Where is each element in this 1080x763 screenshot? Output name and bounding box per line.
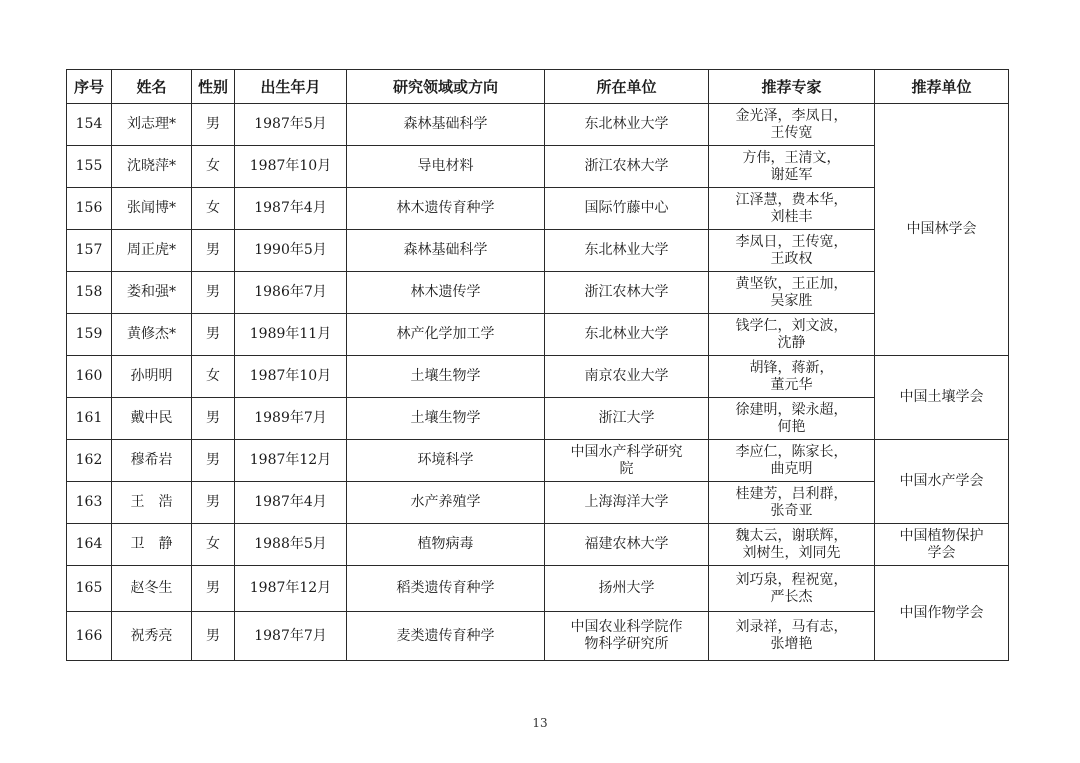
name-cell: 赵冬生 [112,566,192,612]
gender-cell: 男 [192,612,235,661]
serial-cell: 159 [67,314,112,356]
field-cell: 稻类遗传育种学 [347,566,545,612]
name-cell: 娄和强* [112,272,192,314]
experts-cell: 刘巧泉，程祝宽， 严长杰 [709,566,875,612]
recommender-cell: 中国植物保护 学会 [875,524,1009,566]
header-gender: 性别 [192,70,235,104]
experts-cell: 刘录祥，马有志， 张增艳 [709,612,875,661]
serial-cell: 160 [67,356,112,398]
experts-cell: 桂建芳，吕利群， 张奇亚 [709,482,875,524]
birth-cell: 1987年10月 [235,146,347,188]
field-cell: 森林基础科学 [347,230,545,272]
gender-cell: 男 [192,230,235,272]
table-row [67,188,1009,230]
gender-cell: 女 [192,188,235,230]
name-cell: 黄修杰* [112,314,192,356]
unit-cell: 中国水产科学研究 院 [545,440,709,482]
gender-cell: 男 [192,566,235,612]
gender-cell: 男 [192,440,235,482]
unit-cell: 浙江农林大学 [545,146,709,188]
field-cell: 环境科学 [347,440,545,482]
experts-cell: 李应仁，陈家长， 曲克明 [709,440,875,482]
table-row [67,398,1009,440]
gender-cell: 男 [192,272,235,314]
birth-cell: 1988年5月 [235,524,347,566]
header-name: 姓名 [112,70,192,104]
field-cell: 土壤生物学 [347,356,545,398]
field-cell: 森林基础科学 [347,104,545,146]
experts-cell: 李凤日，王传宽， 王政权 [709,230,875,272]
unit-cell: 中国农业科学院作 物科学研究所 [545,612,709,661]
name-cell: 祝秀亮 [112,612,192,661]
gender-cell: 女 [192,356,235,398]
name-cell: 卫 静 [112,524,192,566]
field-cell: 林木遗传学 [347,272,545,314]
gender-cell: 女 [192,146,235,188]
birth-cell: 1989年7月 [235,398,347,440]
field-cell: 林木遗传育种学 [347,188,545,230]
table-row [67,356,1009,398]
table-header-row [67,70,1009,104]
header-field: 研究领域或方向 [347,70,545,104]
experts-cell: 方伟，王清文， 谢延军 [709,146,875,188]
unit-cell: 国际竹藤中心 [545,188,709,230]
recommender-cell: 中国作物学会 [875,566,1009,661]
serial-cell: 156 [67,188,112,230]
table-row [67,314,1009,356]
name-cell: 王 浩 [112,482,192,524]
table-row [67,146,1009,188]
experts-cell: 胡锋，蒋新， 董元华 [709,356,875,398]
birth-cell: 1987年12月 [235,440,347,482]
experts-cell: 黄坚钦，王正加， 吴家胜 [709,272,875,314]
table-row [67,524,1009,566]
page-number: 13 [532,716,548,730]
header-serial: 序号 [67,70,112,104]
serial-cell: 161 [67,398,112,440]
table-row [67,440,1009,482]
field-cell: 麦类遗传育种学 [347,612,545,661]
recommender-cell: 中国土壤学会 [875,356,1009,440]
recommender-cell: 中国水产学会 [875,440,1009,524]
table-row [67,566,1009,612]
serial-cell: 154 [67,104,112,146]
gender-cell: 男 [192,398,235,440]
serial-cell: 166 [67,612,112,661]
unit-cell: 福建农林大学 [545,524,709,566]
header-birth: 出生年月 [235,70,347,104]
table-row [67,482,1009,524]
name-cell: 戴中民 [112,398,192,440]
table-row [67,230,1009,272]
unit-cell: 东北林业大学 [545,314,709,356]
birth-cell: 1987年5月 [235,104,347,146]
serial-cell: 164 [67,524,112,566]
unit-cell: 浙江农林大学 [545,272,709,314]
birth-cell: 1986年7月 [235,272,347,314]
serial-cell: 163 [67,482,112,524]
table-row [67,272,1009,314]
field-cell: 植物病毒 [347,524,545,566]
name-cell: 张闻博* [112,188,192,230]
experts-cell: 徐建明，梁永超， 何艳 [709,398,875,440]
recommender-cell: 中国林学会 [875,104,1009,356]
name-cell: 刘志理* [112,104,192,146]
serial-cell: 158 [67,272,112,314]
gender-cell: 男 [192,482,235,524]
unit-cell: 上海海洋大学 [545,482,709,524]
serial-cell: 157 [67,230,112,272]
name-cell: 沈晓萍* [112,146,192,188]
birth-cell: 1989年11月 [235,314,347,356]
unit-cell: 东北林业大学 [545,230,709,272]
header-unit: 所在单位 [545,70,709,104]
birth-cell: 1987年10月 [235,356,347,398]
serial-cell: 162 [67,440,112,482]
field-cell: 土壤生物学 [347,398,545,440]
experts-cell: 江泽慧，费本华， 刘桂丰 [709,188,875,230]
birth-cell: 1987年4月 [235,188,347,230]
name-cell: 穆希岩 [112,440,192,482]
table-row [67,104,1009,146]
field-cell: 水产养殖学 [347,482,545,524]
field-cell: 导电材料 [347,146,545,188]
header-recommender: 推荐单位 [875,70,1009,104]
unit-cell: 扬州大学 [545,566,709,612]
serial-cell: 155 [67,146,112,188]
unit-cell: 浙江大学 [545,398,709,440]
gender-cell: 男 [192,314,235,356]
unit-cell: 南京农业大学 [545,356,709,398]
field-cell: 林产化学加工学 [347,314,545,356]
birth-cell: 1990年5月 [235,230,347,272]
gender-cell: 男 [192,104,235,146]
name-cell: 周正虎* [112,230,192,272]
name-cell: 孙明明 [112,356,192,398]
birth-cell: 1987年4月 [235,482,347,524]
gender-cell: 女 [192,524,235,566]
table-row [67,612,1009,661]
birth-cell: 1987年12月 [235,566,347,612]
experts-cell: 魏太云，谢联辉， 刘树生，刘同先 [709,524,875,566]
experts-cell: 金光泽，李凤日， 王传宽 [709,104,875,146]
birth-cell: 1987年7月 [235,612,347,661]
header-experts: 推荐专家 [709,70,875,104]
unit-cell: 东北林业大学 [545,104,709,146]
experts-cell: 钱学仁，刘文波， 沈静 [709,314,875,356]
serial-cell: 165 [67,566,112,612]
recommendation-table [66,69,1009,661]
